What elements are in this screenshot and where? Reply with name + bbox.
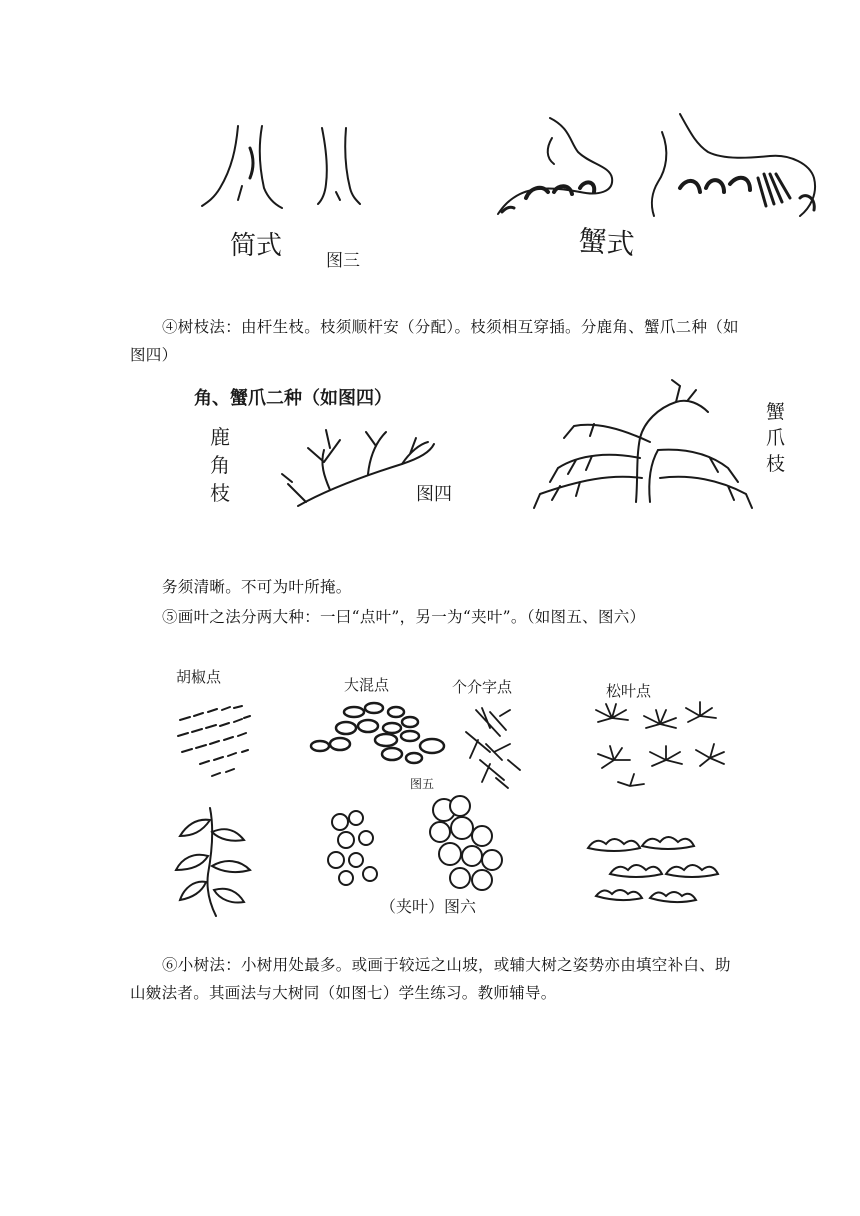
dahun-dot-label: 大混点 [344,676,390,694]
crab-style-label: 蟹式 [577,224,636,261]
figure-5-6-leaves [160,660,740,930]
figure-4-branches [180,378,800,538]
crab-claw-tree [636,401,708,502]
paragraph-branches: ④树枝法：由杆生枝。枝须顺杆安（分配）。枝须相互穿插。分鹿角、蟹爪二种（如图四） [130,318,739,364]
figure-4-caption: 图四 [416,484,452,505]
figure-5-caption: 图五 [410,777,435,791]
jiaye-round-sample [328,796,502,890]
line-clear: 务须清晰。不可为叶所掩。 [162,578,352,596]
vertical-label-char: 枝 [210,481,230,505]
crab-claw-label [766,401,785,475]
root-sketch-1 [498,118,612,214]
jiezi-dot-label: 个介字点 [452,678,513,696]
trunk-sketch-2 [318,128,327,204]
figure-3-caption: 图三 [326,251,360,271]
deer-antler-label [210,425,230,505]
vertical-label-char: 角 [210,453,230,477]
trunk-sketch-1 [202,126,238,206]
songye-dot-sample [596,702,724,786]
svg-text:蟹爪枝 [766,401,785,475]
vertical-label-char: 蟹 [766,401,786,423]
deer-antler-branch [298,444,434,506]
vertical-label-char: 枝 [766,453,786,475]
vertical-label-char: 爪 [766,427,786,449]
paragraph-leaves: ⑤画叶之法分两大种：一曰“点叶”，另一为“夹叶”。（如图五、图六） [162,608,646,626]
svg-text:鹿角枝 [210,425,230,505]
figure-4-heading: 角、蟹爪二种（如图四） [194,388,392,409]
hujiao-dot-label: 胡椒点 [176,668,222,686]
figure-3-tree-trunks [150,108,830,288]
figure-6-caption: （夹叶）图六 [380,897,477,916]
paragraph-small-trees: ⑥小树法：小树用处最多。或画于较远之山坡，或辅大树之姿势亦由填空补白、助山皴法者。其画法与大树同（如图七）学生练习。教师辅导。 [130,956,731,1002]
jiaye-cloud-sample [588,837,718,902]
songye-dot-label: 松叶点 [606,682,652,700]
vertical-label-char: 鹿 [210,425,230,449]
jiezi-dot-sample [466,708,520,788]
tube-style-label: 简式 [230,231,283,261]
dahun-dot-sample [311,703,444,763]
hujiao-dot-sample [178,706,250,776]
jiaye-bamboo-sample [176,808,250,916]
root-sketch-2 [680,114,815,216]
